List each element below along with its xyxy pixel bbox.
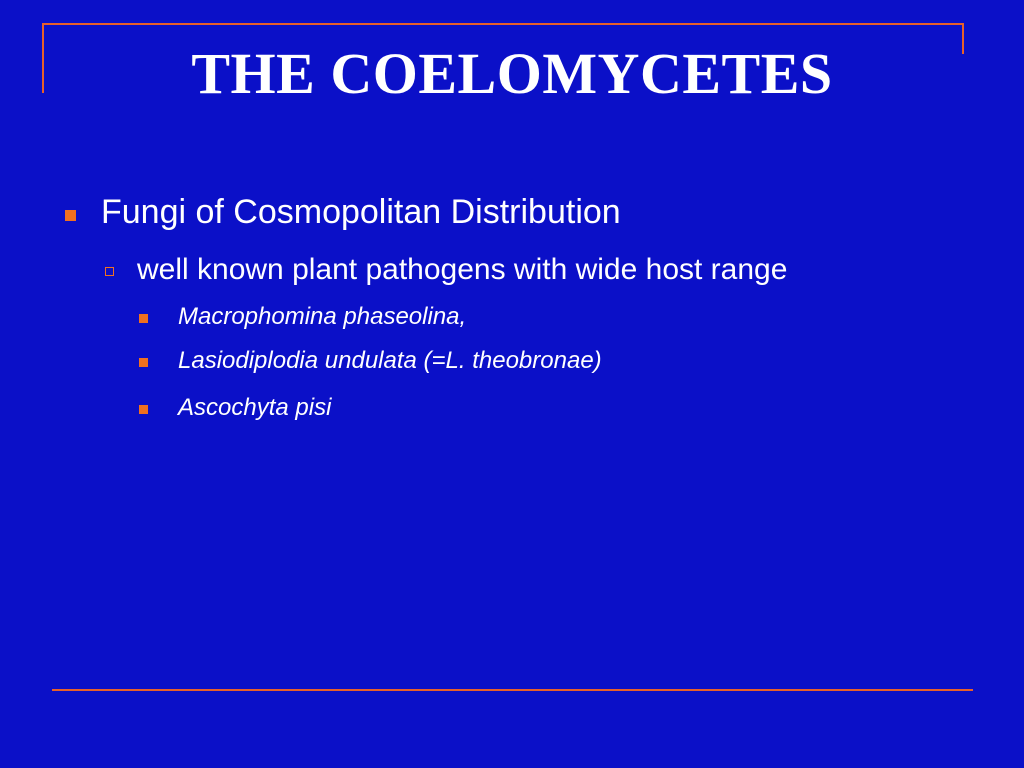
small-filled-square-bullet-icon	[139, 314, 148, 323]
bullet-level3-item: Macrophomina phaseolina,	[178, 303, 467, 330]
bullet-level3-item: Lasiodiplodia undulata (=L. theobronae)	[178, 347, 602, 374]
bullet-level2-text: well known plant pathogens with wide host range	[137, 253, 788, 286]
filled-square-bullet-icon	[65, 210, 76, 221]
footer-rule	[52, 689, 973, 691]
bullet-level1-text: Fungi of Cosmopolitan Distribution	[101, 193, 621, 231]
bullet-level3-item: Ascochyta pisi	[178, 394, 332, 421]
frame-top-rule	[42, 23, 964, 25]
slide-title: THE COELOMYCETES	[191, 41, 833, 106]
small-filled-square-bullet-icon	[139, 405, 148, 414]
hollow-square-bullet-icon	[105, 267, 114, 276]
small-filled-square-bullet-icon	[139, 358, 148, 367]
